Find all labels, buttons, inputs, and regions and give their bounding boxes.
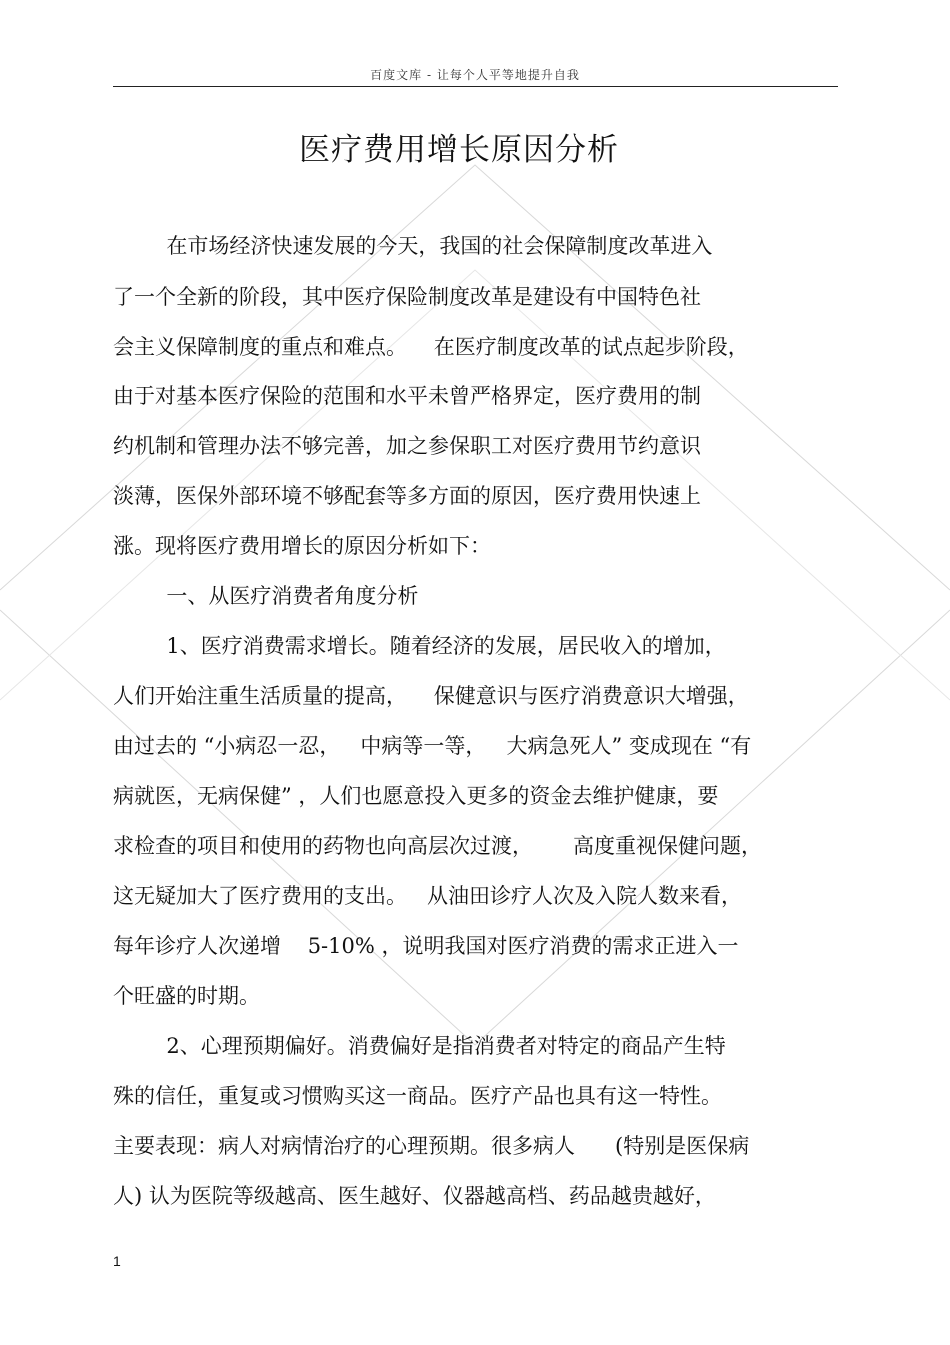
- text-line: 人们开始注重生活质量的提高， 保健意识与医疗消费意识大增强，: [113, 684, 749, 708]
- text-line: 这无疑加大了医疗费用的支出。 从油田诊疗人次及入院人数来看，: [113, 884, 743, 908]
- text-line: 由过去的 “小病忍一忍， 中病等一等， 大病急死人” 变成现在 “有: [113, 734, 752, 758]
- text-line: 了一个全新的阶段，其中医疗保险制度改革是建设有中国特色社: [113, 285, 701, 309]
- text-line: 病就医，无病保健” ，人们也愿意投入更多的资金去维护健康，要: [113, 784, 719, 808]
- text-line: 人) 认为医院等级越高、医生越好、仪器越高档、药品越贵越好，: [113, 1184, 716, 1208]
- text-line: 主要表现：病人对病情治疗的心理预期。很多病人 (特别是医保病: [113, 1134, 750, 1158]
- text-line: 淡薄，医保外部环境不够配套等多方面的原因，医疗费用快速上: [113, 484, 701, 508]
- text-line: 求检查的项目和使用的药物也向高层次过渡， 高度重视保健问题，: [113, 834, 763, 858]
- text-line: 由于对基本医疗保险的范围和水平未曾严格界定，医疗费用的制: [113, 384, 701, 408]
- page-number: 1: [113, 1253, 121, 1269]
- page-header: 百度文库 - 让每个人平等地提升自我: [370, 68, 580, 82]
- text-line: 在市场经济快速发展的今天，我国的社会保障制度改革进入: [113, 234, 713, 258]
- text-line: 一、从医疗消费者角度分析: [113, 584, 419, 608]
- text-line: 殊的信任，重复或习惯购买这一商品。医疗产品也具有这一特性。: [113, 1084, 722, 1108]
- header-rule: [113, 86, 838, 87]
- text-line: 每年诊疗人次递增 5-10% ，说明我国对医疗消费的需求正进入一: [113, 934, 739, 958]
- text-line: 个旺盛的时期。: [113, 984, 260, 1008]
- text-line: 约机制和管理办法不够完善，加之参保职工对医疗费用节约意识: [113, 434, 701, 458]
- text-line: 涨。现将医疗费用增长的原因分析如下：: [113, 534, 491, 558]
- text-line: 2、心理预期偏好。消费偏好是指消费者对特定的商品产生特: [113, 1034, 726, 1058]
- text-line: 1、医疗消费需求增长。随着经济的发展，居民收入的增加，: [113, 634, 726, 658]
- text-line: 会主义保障制度的重点和难点。 在医疗制度改革的试点起步阶段，: [113, 335, 749, 359]
- document-title: 医疗费用增长原因分析: [299, 132, 619, 168]
